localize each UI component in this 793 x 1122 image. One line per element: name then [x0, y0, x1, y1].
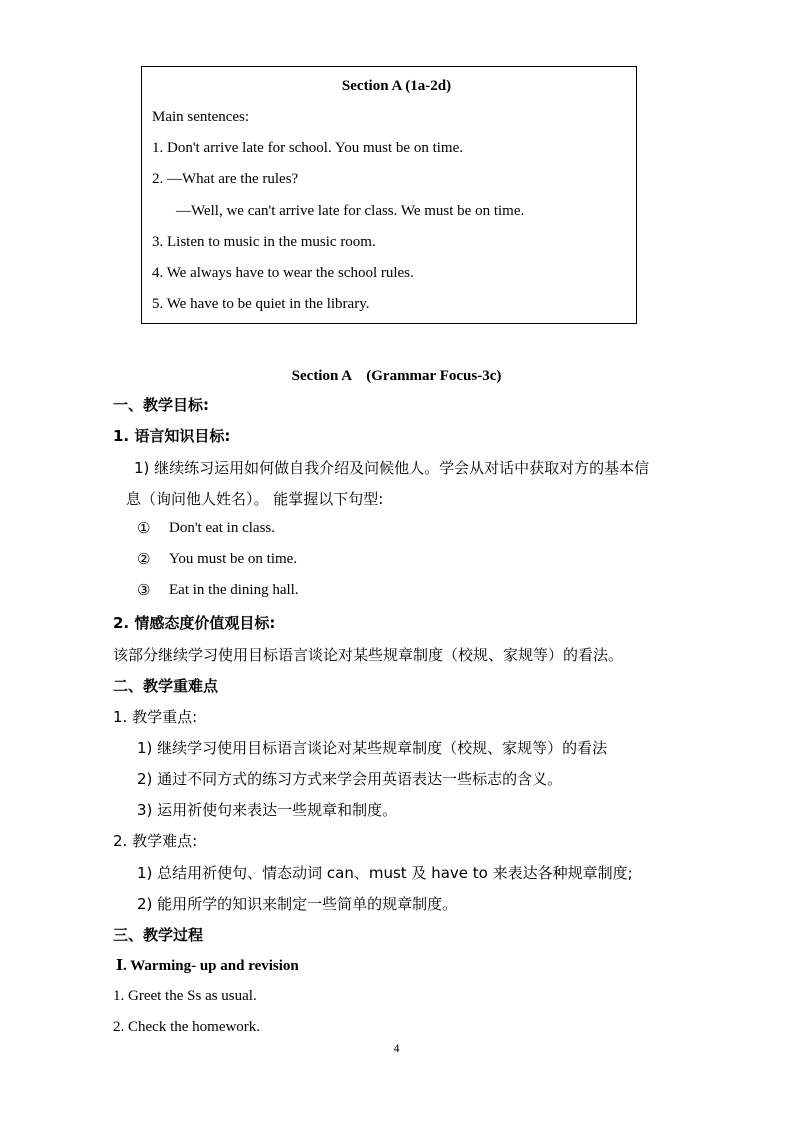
box-line-1: 1. Don't arrive late for school. You must be on time. [152, 140, 463, 156]
step-2: 2. Check the homework. [113, 1019, 261, 1035]
pattern-num-3: ③ [137, 581, 151, 599]
focus-item-1: 1) 继续学习使用目标语言谈论对某些规章制度（校规、家规等）的看法 [137, 739, 608, 757]
pattern-text-2: You must be on time. [169, 551, 298, 567]
focus-item-2: 2) 通过不同方式的练习方式来学会用英语表达一些标志的含义。 [137, 770, 563, 788]
box-intro: Main sentences: [152, 109, 250, 125]
page-number: 4 [393, 1041, 400, 1055]
difficult-item-1: 1) 总结用祈使句、情态动词 can、must 及 have to 来表达各种规章制度; [137, 864, 633, 882]
process-heading: 三、教学过程 [113, 926, 204, 944]
box-line-6: 5. We have to be quiet in the library. [152, 296, 370, 312]
main-sentences-box [141, 66, 637, 324]
knowledge-text-1: 1) 继续练习运用如何做自我介绍及问候他人。学会从对话中获取对方的基本信 [134, 459, 650, 477]
section-title: Section A (Grammar Focus-3c) [291, 368, 502, 384]
emotion-heading: 2. 情感态度价值观目标: [113, 614, 276, 632]
focus-heading: 1. 教学重点: [113, 708, 198, 726]
box-line-3: —Well, we can't arrive late for class. We must be on time. [176, 203, 525, 219]
pattern-num-2: ② [137, 550, 151, 568]
box-line-2: 2. —What are the rules? [152, 171, 299, 187]
difficult-heading: 2. 教学难点: [113, 832, 198, 850]
pattern-num-1: ① [137, 519, 151, 537]
pattern-text-3: Eat in the dining hall. [169, 582, 299, 598]
key-points-heading: 二、教学重难点 [113, 677, 219, 695]
emotion-text: 该部分继续学习使用目标语言谈论对某些规章制度（校规、家规等）的看法。 [113, 646, 624, 664]
step-title: Ⅰ. Warming- up and revision [116, 958, 299, 974]
step-1: 1. Greet the Ss as usual. [113, 988, 257, 1004]
box-line-5: 4. We always have to wear the school rules. [152, 265, 414, 281]
focus-item-3: 3) 运用祈使句来表达一些规章和制度。 [137, 801, 398, 819]
knowledge-text-2: 息（询问他人姓名）。 能掌握以下句型: [126, 490, 384, 508]
box-title: Section A (1a-2d) [341, 78, 452, 94]
difficult-item-2: 2) 能用所学的知识来制定一些简单的规章制度。 [137, 895, 458, 913]
objectives-heading: 一、教学目标: [113, 396, 209, 414]
knowledge-heading: 1. 语言知识目标: [113, 427, 231, 445]
box-line-4: 3. Listen to music in the music room. [152, 234, 376, 250]
pattern-text-1: Don't eat in class. [169, 520, 276, 536]
